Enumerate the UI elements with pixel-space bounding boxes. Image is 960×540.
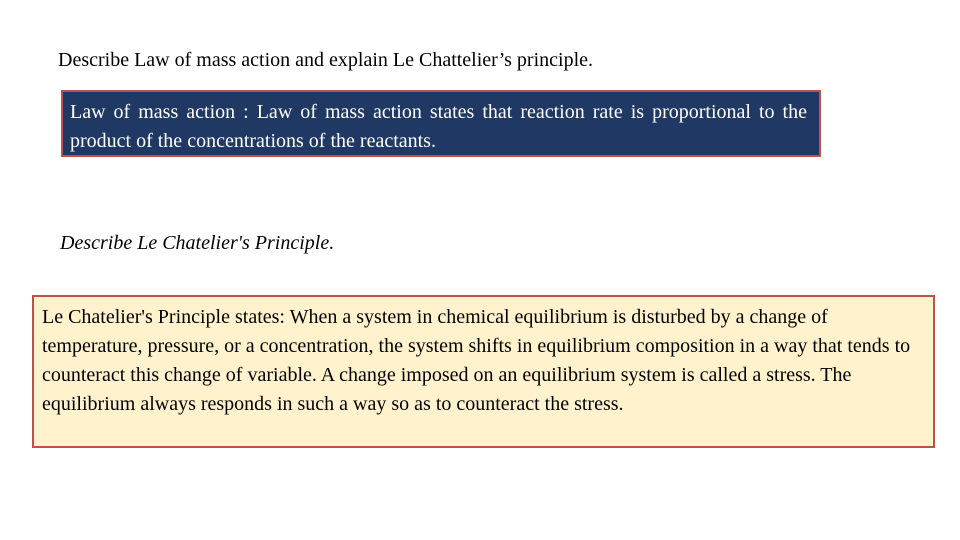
le-chatelier-question: Describe Le Chatelier's Principle.	[60, 232, 335, 254]
le-chatelier-definition-box: Le Chatelier's Principle states: When a system in chemical equilibrium is disturbed by a change of temperature, pressure, or a concentration, the system shifts in equilibrium composition in a way that tends to counteract this change of variable. A change imposed on an equilibrium system is called a stress. The equilibrium always responds in such a way so as to counteract the stress.	[32, 295, 935, 448]
law-of-mass-action-definition-box: Law of mass action : Law of mass action states that reaction rate is proportional to the product of the concentrations of the reactants.	[61, 90, 821, 157]
law-of-mass-action-question: Describe Law of mass action and explain Le Chattelier’s principle.	[58, 49, 593, 71]
